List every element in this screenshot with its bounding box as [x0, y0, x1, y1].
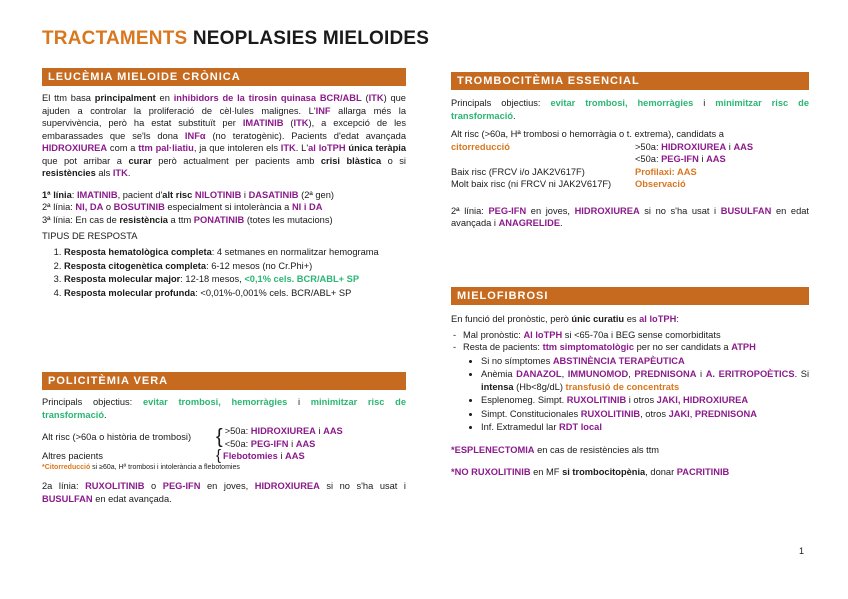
te-alt-risk-label: Alt risc (>60a, Hª trombosi o hemorràgia o t. extrema), candidats a	[451, 129, 724, 140]
mf-bullet-list	[451, 355, 809, 434]
section-pv	[42, 396, 406, 508]
title-part2: NEOPLASIES MIELOIDES	[192, 28, 430, 49]
list-item: 2. Resposta citogenètica completa: 6-12 mesos (no Cr.Phi+)	[64, 260, 406, 273]
response-list	[42, 246, 406, 299]
section-header-mf: MIELOFIBROSI	[451, 287, 809, 305]
pv-note: *Citorreducció si ≥60a, Hª trombosi i intolerància a flebotomies	[42, 463, 240, 471]
section-lmc	[42, 92, 406, 300]
te-objectives: Principals objectius: evitar trombosi, hemorràgies i minimitzar risc de transformació.	[451, 98, 809, 121]
response-types-title: TIPUS DE RESPOSTA	[42, 231, 138, 242]
pv-others-label: Altres pacients	[42, 451, 103, 462]
section-header-pv: POLICITÈMIA VERA	[42, 372, 406, 390]
section-header-te: TROMBOCITÈMIA ESSENCIAL	[451, 72, 809, 90]
pv-objectives: Principals objectius: evitar trombosi, hemorràgies i minimitzar risc de transformació.	[42, 397, 406, 420]
section-mf	[451, 313, 809, 482]
te-verylow-value: Observació	[635, 179, 686, 190]
pv-alt-risk-label: Alt risc (>60a o història de trombosi)	[42, 432, 192, 443]
te-citoreduccio: citorreducció	[451, 141, 510, 152]
lmc-line-1: 1ª línia: IMATINIB, pacient d'alt risc NILOTINIB i DASATINIB (2ª gen)	[42, 189, 334, 200]
mf-dash-list	[451, 329, 809, 354]
pv-second-line: 2a línia: RUXOLITINIB o PEG-IFN en joves, HIDROXIUREA si no s'ha usat i BUSULFAN en edat avançada.	[42, 481, 406, 504]
list-item: 3. Resposta molecular major: 12-18 mesos, <0,1% cels. BCR/ABL+ SP	[64, 273, 406, 286]
section-header-lmc: LEUCÈMIA MIELOIDE CRÒNICA	[42, 68, 406, 86]
pv-alt-risk-over50: >50a: HIDROXIUREA i AAS	[224, 426, 343, 437]
list-item: • Simpt. Constitucionales RUXOLITINIB, otros JAKI, PREDNISONA	[481, 408, 809, 421]
page-number: 1	[798, 546, 804, 556]
mf-note-ruxolitinib: *NO RUXOLITINIB en MF si trombocitopènia, donar PACRITINIB	[451, 467, 730, 478]
lmc-line-3: 3ª línia: En cas de resistència a ttm PONATINIB (totes les mutacions)	[42, 214, 333, 225]
list-item: 4. Resposta molecular profunda: <0,01%-0,001% cels. BCR/ABL+ SP	[64, 287, 406, 300]
brace-icon: {	[216, 447, 222, 465]
list-item: • Si no símptomes ABSTINÈNCIA TERAPÈUTICA	[481, 355, 809, 368]
lmc-line-2: 2ª línia: NI, DA o BOSUTINIB especialment si intolerància a NI i DA	[42, 202, 323, 213]
te-alt-under50: <50a: PEG-IFN i AAS	[635, 154, 726, 165]
section-te	[451, 97, 809, 233]
list-item: • Inf. Extramedul lar RDT local	[481, 421, 809, 434]
pv-others-value: Flebotomies i AAS	[223, 451, 305, 462]
te-verylow-label: Molt baix risc (ni FRCV ni JAK2V617F)	[451, 179, 612, 190]
te-second-line: 2ª línia: PEG-IFN en joves, HIDROXIUREA si no s'ha usat i BUSULFAN en edat avançada i ANAGRELIDE.	[451, 205, 809, 229]
mf-note-splenectomy: *ESPLENECTOMIA en cas de resistències als ttm	[451, 444, 660, 455]
brace-icon: {	[216, 426, 223, 449]
title-part1: TRACTAMENTS	[42, 28, 188, 49]
te-low-label: Baix risc (FRCV i/o JAK2V617F)	[451, 166, 585, 177]
page-title	[42, 26, 429, 52]
mf-intro: En funció del pronòstic, però únic curatiu es al loTPH:	[451, 314, 679, 324]
pv-alt-risk-under50: <50a: PEG-IFN i AAS	[224, 438, 316, 449]
te-alt-over50: >50a: HIDROXIUREA i AAS	[635, 141, 754, 152]
list-item: 1. Resposta hematològica completa: 4 setmanes en normalitzar hemograma	[64, 246, 406, 259]
te-low-value: Profilaxi: AAS	[635, 166, 697, 177]
list-item: • Esplenomeg. Simpt. RUXOLITINIB i otros JAKI, HIDROXIUREA	[481, 394, 809, 407]
list-item: • Anèmia DANAZOL, IMMUNOMOD, PREDNISONA i A. ERITROPOÈTICS. Si intensa (Hb<8g/dL) transfusió de concentrats	[481, 368, 809, 393]
list-item: - Mal pronòstic: Al loTPH si <65-70a i BEG sense comorbiditats	[451, 329, 809, 342]
list-item: - Resta de pacients: ttm simptomatològic per no ser candidats a ATPH	[451, 341, 809, 354]
lmc-intro: El ttm basa principalment en inhibidors de la tirosin quinasa BCR/ABL (ITK) que ajuden a controlar la proliferació de cèl·lules malignes. L'INF allarga més la supervivència, però ha estat substituït per IMATINIB (ITK), a excepció de les embarassades que se'ls dona INFα (no teratogènic). Pacients d'edat avançada HIDROXIUREA com a ttm pal·liatiu, ja que intoleren els ITK. L'al loTPH única teràpia que pot arribar a curar però actualment per pacients amb crisi blàstica o si resistències als ITK.	[42, 93, 407, 179]
